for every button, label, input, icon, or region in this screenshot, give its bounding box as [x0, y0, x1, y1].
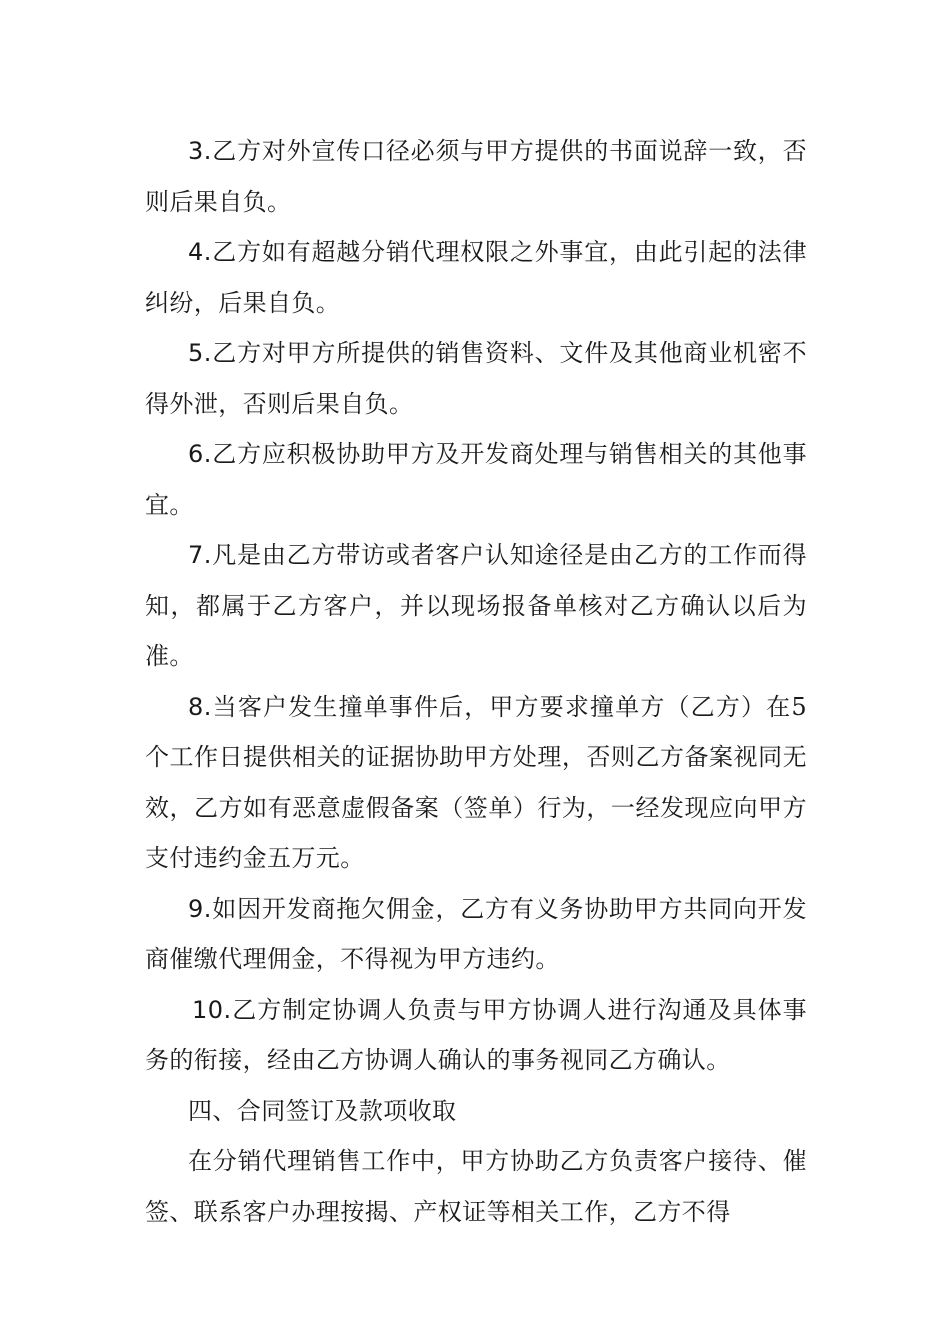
clause-10 [145, 985, 807, 1086]
clause-text: 乙方如有超越分销代理权限之外事宜，由此引起的法律纠纷，后果自负。 [145, 238, 807, 317]
clause-number: 7. [188, 541, 212, 569]
body-paragraph [145, 1136, 807, 1237]
clause-text: 乙方制定协调人负责与甲方协调人进行沟通及具体事务的衔接，经由乙方协调人确认的事务视同乙方确认。 [145, 995, 807, 1074]
body-paragraph-text: 在分销代理销售工作中，甲方协助乙方负责客户接待、催签、联系客户办理按揭、产权证等相关工作，乙方不得 [145, 1147, 807, 1226]
clause-text: 当客户发生撞单事件后，甲方要求撞单方（乙方）在5个工作日提供相关的证据协助甲方处理，否则乙方备案视同无效，乙方如有恶意虚假备案（签单）行为，一经发现应向甲方支付违约金五万元。 [145, 692, 807, 872]
clause-number: 10. [192, 995, 232, 1024]
clause-text: 凡是由乙方带访或者客户认知途径是由乙方的工作而得知，都属于乙方客户，并以现场报备单核对乙方确认以后为准。 [145, 541, 807, 670]
clause-text: 乙方对甲方所提供的销售资料、文件及其他商业机密不得外泄，否则后果自负。 [145, 339, 807, 418]
section-heading-text: 四、合同签订及款项收取 [188, 1096, 457, 1125]
clause-text: 如因开发商拖欠佣金，乙方有义务协助甲方共同向开发商催缴代理佣金，不得视为甲方违约。 [145, 894, 807, 973]
clause-7 [145, 530, 807, 682]
clause-3 [145, 126, 807, 227]
clause-number: 6. [188, 440, 212, 468]
clause-number: 9. [188, 894, 212, 923]
document-body [145, 126, 807, 1237]
clause-number: 4. [188, 238, 212, 266]
clause-number: 8. [188, 692, 212, 721]
clause-9 [145, 884, 807, 985]
clause-number: 5. [188, 339, 212, 367]
clause-6 [145, 429, 807, 530]
clause-text: 乙方应积极协助甲方及开发商处理与销售相关的其他事宜。 [145, 440, 807, 519]
clause-number: 3. [188, 137, 212, 165]
clause-5 [145, 328, 807, 429]
clause-8 [145, 682, 807, 884]
clause-text: 乙方对外宣传口径必须与甲方提供的书面说辞一致，否则后果自负。 [145, 137, 807, 216]
clause-4 [145, 227, 807, 328]
section-heading [145, 1086, 807, 1137]
